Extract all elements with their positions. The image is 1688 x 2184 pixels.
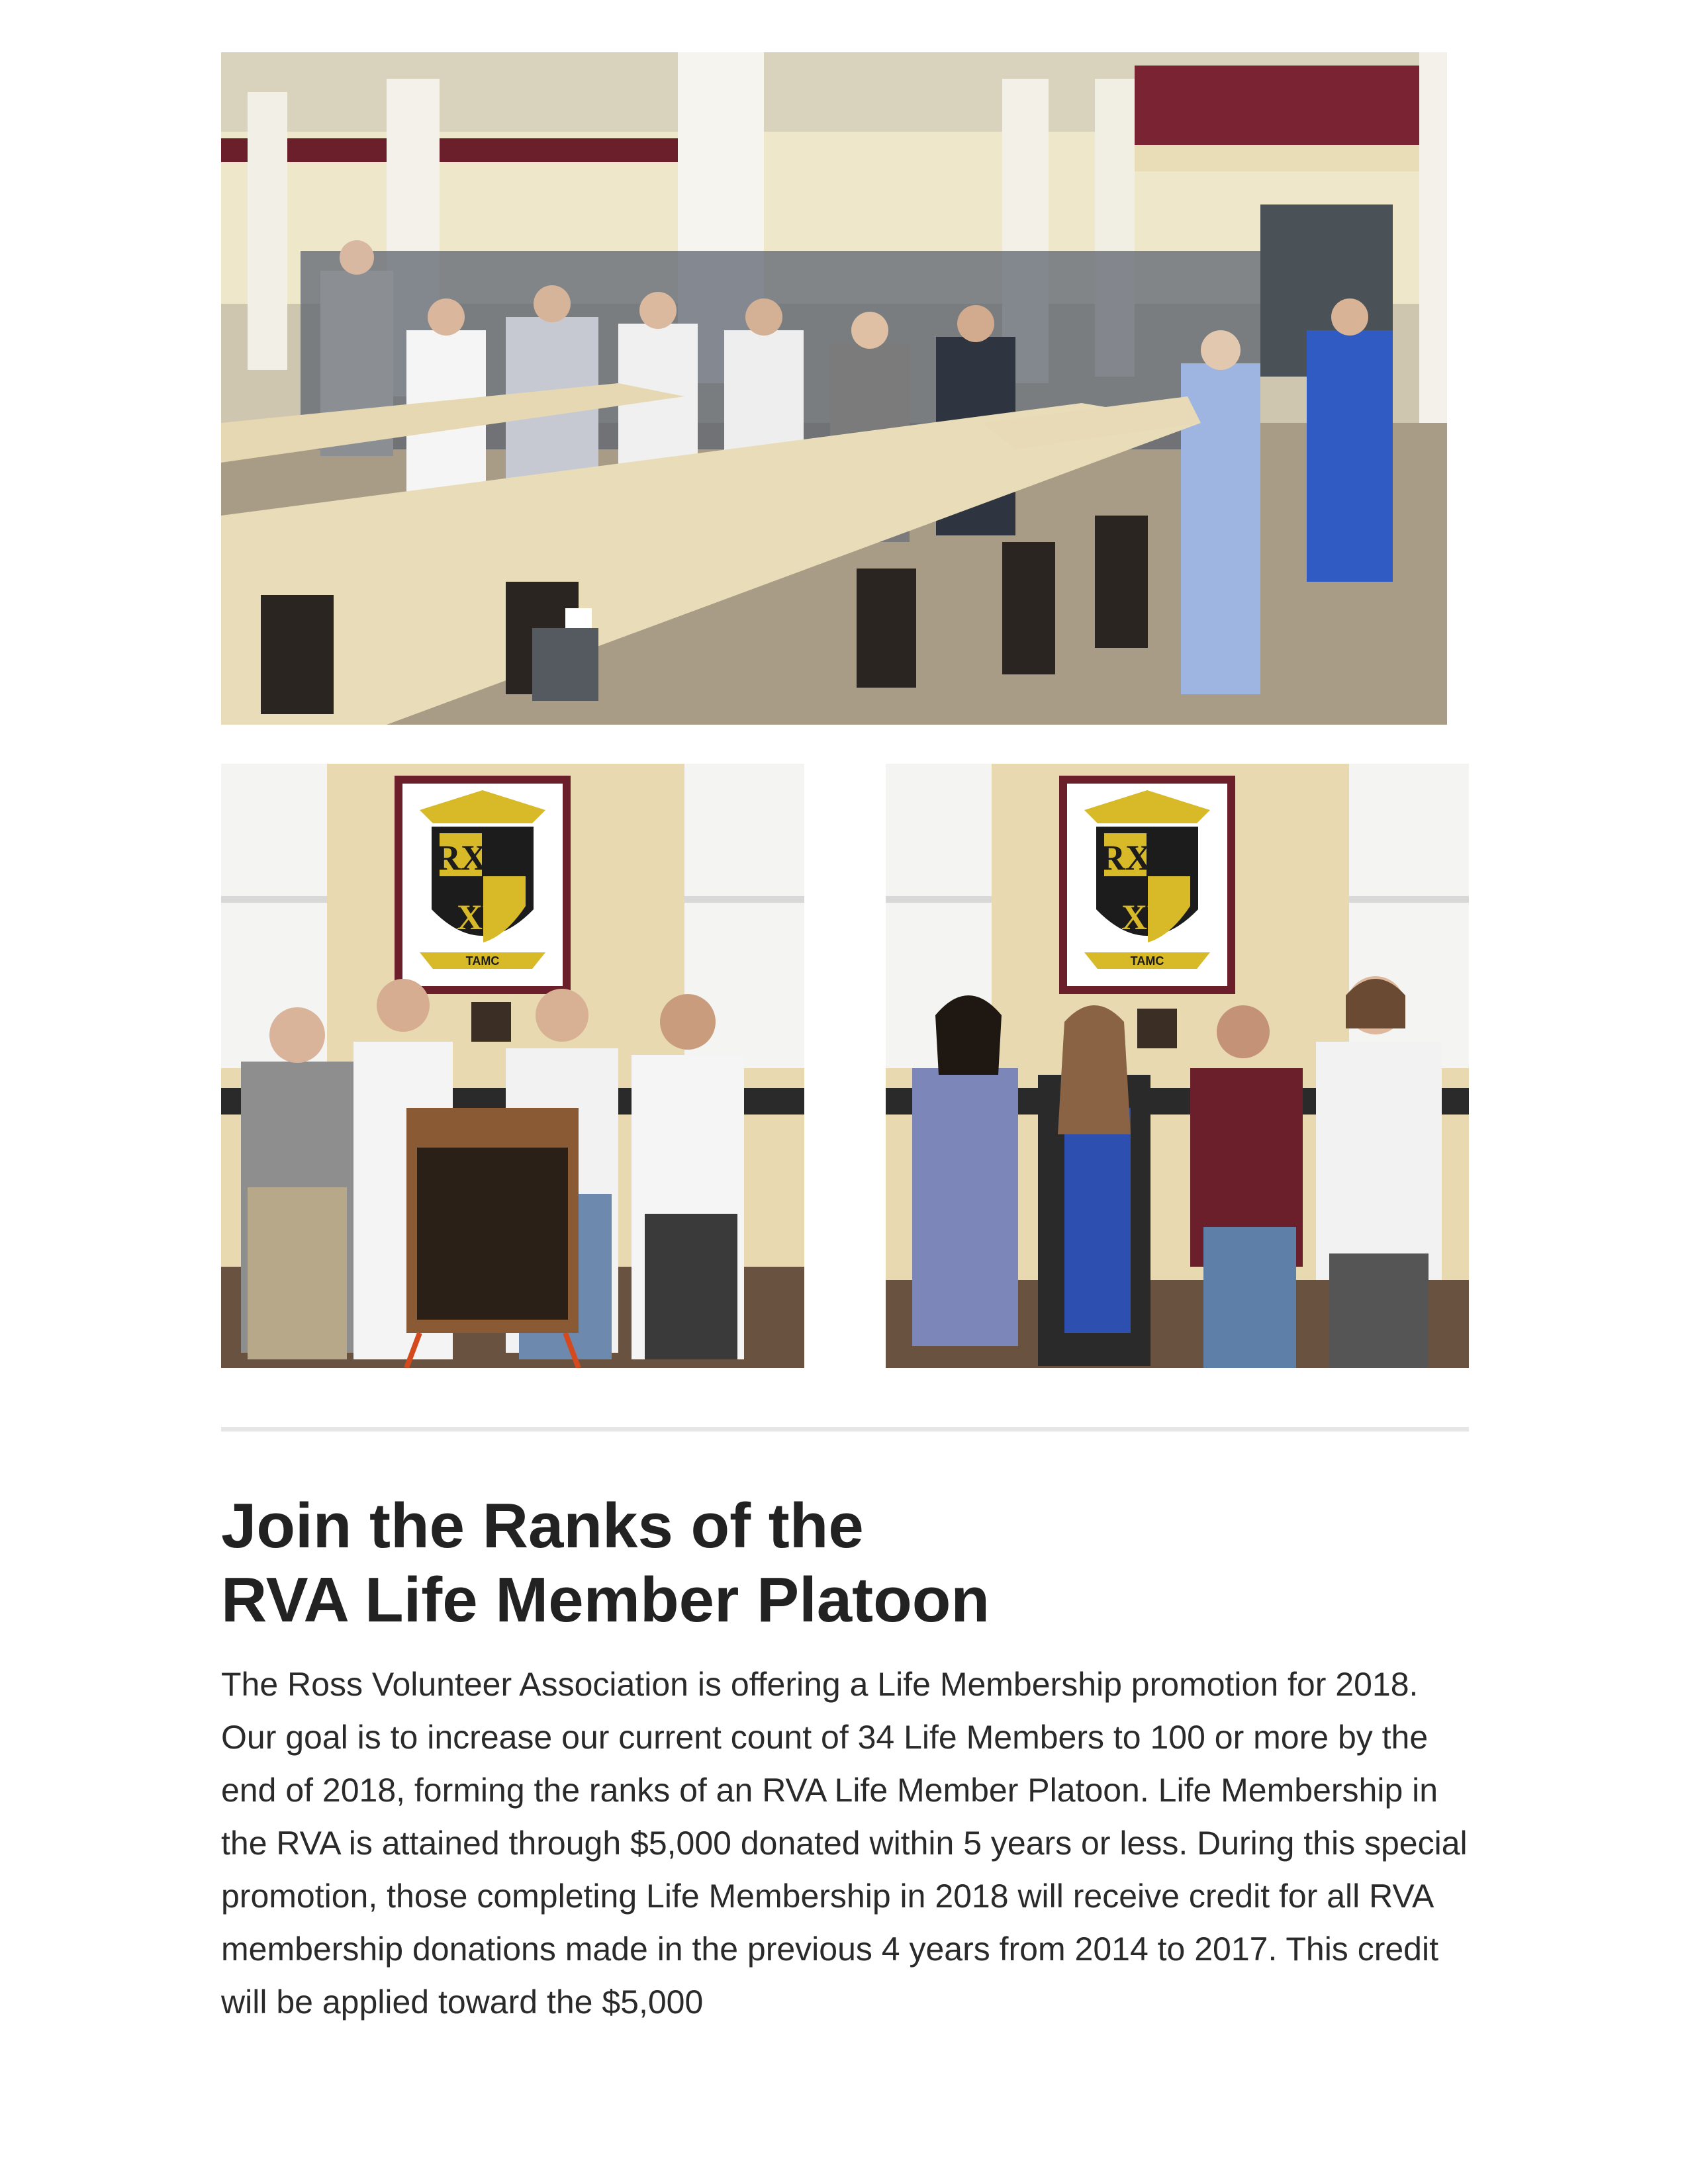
thumbs-up-scene	[886, 764, 1469, 1368]
photo-life-members-with-plaque	[221, 764, 804, 1368]
plaque-scene	[221, 764, 804, 1368]
headline-line-1: Join the Ranks of the	[221, 1490, 864, 1561]
crest-bottom-letters: XV	[1121, 897, 1173, 937]
photo-dining-hall-gathering	[221, 52, 1447, 725]
crest-top-letters: RX	[1100, 838, 1151, 878]
crest-top-letters: RX	[435, 838, 487, 878]
page-headline	[221, 1489, 1469, 1637]
headline-line-2: RVA Life Member Platoon	[221, 1565, 990, 1635]
crest-banner: TAMC	[1130, 954, 1164, 968]
section-divider	[221, 1427, 1469, 1432]
promotion-paragraph: The Ross Volunteer Association is offering a Life Membership promotion for 2018. Our goal is to increase our current count of 34 Life Members to 100 or more by the end of 2018, forming the ranks of an RVA Life Member Platoon. Life Membership in the RVA is attained through $5,000 donated within 5 years or less. During this special promotion, those completing Life Membership in 2018 will receive credit for all RVA membership donations made in the previous 4 years from 2014 to 2017. This credit will be applied toward the $5,000	[221, 1666, 1468, 2021]
crest-bottom-letters: XV	[457, 897, 508, 937]
dining-hall-scene	[221, 52, 1447, 725]
crest-banner: TAMC	[465, 954, 500, 968]
photo-members-thumbs-up	[886, 764, 1469, 1368]
